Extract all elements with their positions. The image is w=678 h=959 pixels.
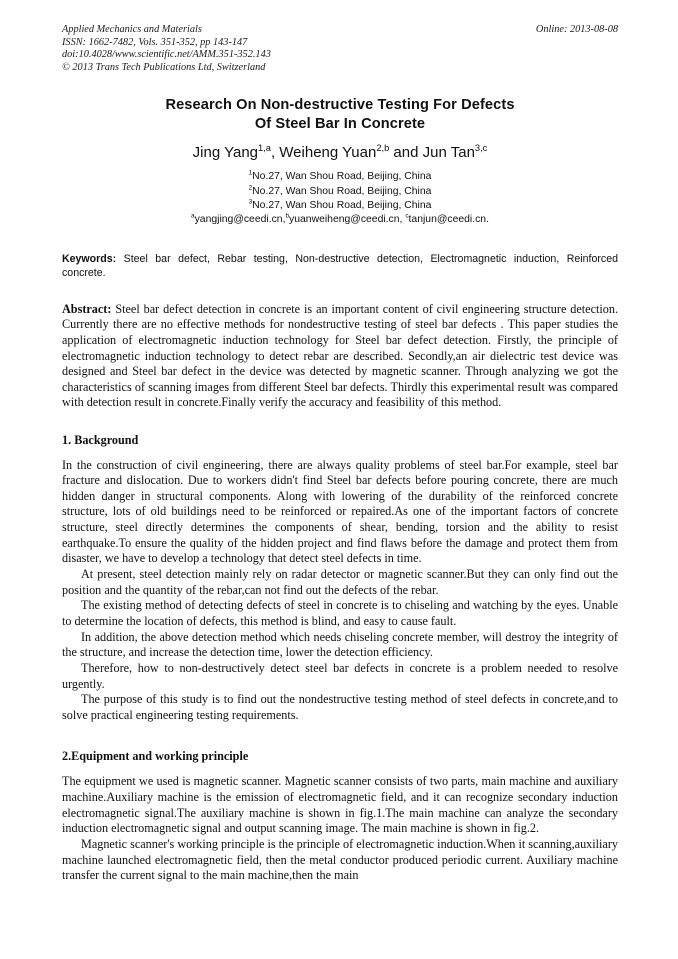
email-line (62, 213, 618, 227)
email-2[interactable]: yuanweiheng@ceedi.cn, (289, 214, 406, 226)
abstract-text: Steel bar defect detection in concrete is an important content of civil engineering structure detection. Currently there are no effective methods for nondestructive testing of steel bar defects . This paper studies the application of electromagnetic induction technology for Steel bar defect detection. Firstly, the principle of electromagnetic induction technology to detect rebar are described. Secondly,an air dielectric test device was designed and Steel bar defect in the device was detected by magnetic scanner. Through analyzing we got the characteristics of scanning images from different Steel bar defects. Thirdly this experimental result was compared with detection result in concrete.Finally verify the accuracy and feasibility of this method. (62, 301, 618, 410)
author-separator-2: and (389, 144, 423, 162)
affiliation-2 (62, 185, 618, 199)
keywords-label: Keywords: (62, 252, 117, 265)
copyright-line: © 2013 Trans Tech Publications Ltd, Switzerland (62, 61, 266, 73)
title-block (62, 96, 618, 227)
title-line-2: Of Steel Bar In Concrete (254, 115, 426, 132)
keywords-text: Steel bar defect, Rebar testing, Non-destructive detection, Electromagnetic induction, Reinforced concrete. (62, 252, 618, 280)
journal-name: Applied Mechanics and Materials (62, 24, 202, 35)
author-separator-1: , (270, 144, 280, 162)
affiliation-1-sup: 1 (248, 169, 253, 177)
section-2-heading: 2.Equipment and working principle (62, 748, 249, 763)
abstract-block (62, 302, 618, 411)
author-1-name: Jing Yang (192, 144, 259, 162)
section-1-paragraph-4: In addition, the above detection method which needs chiseling concrete member, will destroy the integrity of the structure, and increase the detection time, lower the detection efficiency. (62, 629, 618, 660)
affiliation-block (62, 170, 618, 227)
email-1-sup: a (191, 212, 195, 220)
section-1-paragraph-2: At present, steel detection mainly rely on radar detector or magnetic scanner.But they can only find out the position and the quantity of the rebar,can not find out the defects of the rebar. (62, 567, 618, 597)
affiliation-3 (62, 199, 618, 213)
email-2-sup: b (285, 212, 290, 220)
affiliation-2-sup: 2 (248, 184, 253, 192)
email-3[interactable]: tanjun@ceedi.cn. (408, 214, 489, 226)
email-1[interactable]: yangjing@ceedi.cn, (194, 214, 286, 226)
author-2-sup: 2,b (376, 143, 390, 154)
journal-header (62, 24, 618, 74)
author-1-sup: 1,a (258, 143, 271, 154)
doi-line: doi:10.4028/www.scientific.net/AMM.351-352.143 (62, 49, 271, 61)
affiliation-1 (62, 170, 618, 184)
affiliation-3-text: No.27, Wan Shou Road, Beijing, China (252, 199, 432, 211)
issn-line: ISSN: 1662-7482, Vols. 351-352, pp 143-147 (62, 36, 248, 48)
title-line-1: Research On Non-destructive Testing For Defects (165, 97, 515, 114)
section-1-paragraph-5: Therefore, how to non-destructively detect steel bar defects in concrete is a problem needed to resolve urgently. (62, 661, 618, 691)
section-1-paragraph-1: In the construction of civil engineering, there are always quality problems of steel bar.For example, steel bar fracture and dislocation. Due to workers didn't find Steel bar defects before pouring concrete, there are much hidden danger in structural components. Along with lowering of the durability of the reinforced concrete structure, lots of old buildings need to be reinforced or repaired.As one of the important factors of concrete structure, steel directly determines the components of shear, bending, torsion and the ability to resist earthquake.To ensure the quality of the hidden project and find flaws before the damage and protect them from disaster, we have to develop a technology that detect steel defects in time. (62, 457, 618, 566)
section-1-paragraph-6: The purpose of this study is to find out the nondestructive testing method of steel defects in concrete,and to solve practical engineering testing requirements. (62, 692, 618, 722)
author-list (62, 143, 618, 163)
section-1-heading: 1. Background (62, 432, 139, 447)
section-2-paragraph-2: Magnetic scanner's working principle is the principle of electromagnetic induction.When it scanning,auxiliary machine launched electromagnetic field, then the metal conductor produced periodic current. Auxiliary machine transfer the current signal to the main machine,then the main (62, 836, 618, 883)
keywords-block (62, 252, 618, 281)
email-3-sup: c (405, 212, 409, 220)
section-1-paragraph-3: The existing method of detecting defects of steel in concrete is to chiseling and watching by the eyes. Unable to determine the location of defects, this method is blind, and easy to cause fault. (62, 598, 618, 629)
author-3-name: Jun Tan (422, 144, 475, 162)
affiliation-3-sup: 3 (248, 198, 253, 206)
author-2-name: Weiheng Yuan (279, 144, 377, 162)
affiliation-2-text: No.27, Wan Shou Road, Beijing, China (252, 185, 432, 197)
abstract-label: Abstract: (62, 301, 112, 316)
section-2-paragraph-1: The equipment we used is magnetic scanner. Magnetic scanner consists of two parts, main machine and auxiliary machine.Auxiliary machine is the emission of electromagnetic field, and it can recognize secondary induction electromagnetic signal.The auxiliary machine is shown in fig.1.The main machine can analyze the secondary induction electromagnetic signal and output scanning image. The main machine is shown in fig.2. (62, 774, 618, 836)
online-date: Online: 2013-08-08 (535, 24, 618, 35)
author-3-sup: 3,c (474, 143, 488, 154)
affiliation-1-text: No.27, Wan Shou Road, Beijing, China (252, 171, 432, 183)
page-title (62, 96, 618, 133)
